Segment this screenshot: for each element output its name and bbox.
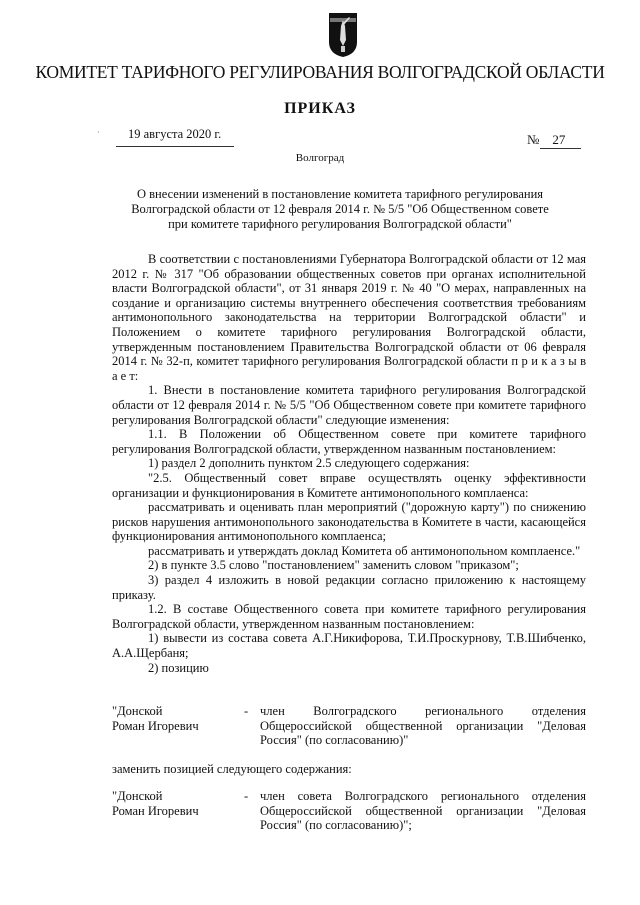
date-underline — [116, 146, 234, 147]
paragraph: В соответствии с постановлениями Губернатора Волгоградской области от 12 мая 2012 г. № 317 "Об образовании общественных советов при органах исполнительной власти Волгоградской области", от 31 января 2019 г. № 40 "О мерах, направленных на создание и организацию системы внутреннего обеспечения соответствия требованиям антимонопольного законодательства на территории Волгоградской области" и Положением о комитете тарифного регулирования Волгоградской области, утвержденным постановлением Правительства Волгоградской области от 06 февраля 2014 г. № 32-п, комитет тарифного регулирования Волгоградской области п р и к а з ы в а е т: — [112, 252, 586, 383]
scan-mark: · — [97, 128, 100, 137]
number-underline — [540, 148, 581, 149]
paragraph: 3) раздел 4 изложить в новой редакции согласно приложению к настоящему приказу. — [112, 573, 586, 602]
paragraph: 1. Внести в постановление комитета тарифного регулирования Волгоградской области от 12 февраля 2014 г. № 5/5 "Об Общественном совете при комитете тарифного регулирования Волгоградской области" следующие изменения: — [112, 383, 586, 427]
member-position-new — [112, 789, 586, 833]
paragraph: 1) раздел 2 дополнить пунктом 2.5 следующего содержания: — [148, 456, 470, 471]
member-name-line: Роман Игоревич — [112, 718, 199, 733]
paragraph: рассматривать и оценивать план мероприятий ("дорожную карту") по снижению рисков нарушения антимонопольного законодательства в Комитете в части, касающейся функционирования антимонопольного комплаенса; — [112, 500, 586, 544]
paragraph: 2) в пункте 3.5 слово "постановлением" заменить словом "приказом"; — [148, 558, 519, 573]
subject-line: Волгоградской области от 12 февраля 2014 г. № 5/5 "Об Общественном совете — [131, 202, 549, 216]
member-position-old — [112, 704, 586, 748]
document-type: ПРИКАЗ — [284, 100, 356, 117]
number-sign: № — [527, 132, 540, 147]
number-value: 27 — [552, 132, 566, 147]
dash: - — [244, 789, 249, 803]
order-subject — [120, 187, 560, 232]
replace-text: заменить позицией следующего содержания: — [112, 762, 352, 776]
paragraph: "2.5. Общественный совет вправе осуществлять оценку эффективности организации и функционирования в Комитете антимонопольного комплаенса: — [112, 470, 586, 500]
order-body — [112, 252, 586, 675]
paragraph: 1) вывести из состава совета А.Г.Никифорова, Т.И.Проскурнову, Т.В.Шибченко, А.А.Щербаня; — [112, 631, 586, 661]
city-emblem-icon — [328, 12, 358, 58]
subject-line: О внесении изменений в постановление комитета тарифного регулирования — [136, 187, 544, 201]
city: Волгоград — [295, 152, 345, 164]
subject-line: при комитете тарифного регулирования Волгоградской области" — [168, 217, 512, 231]
paragraph: 1.2. В составе Общественного совета при комитете тарифного регулирования Волгоградской области, утвержденном названным постановлением: — [112, 602, 586, 631]
member-name-line: "Донской — [112, 789, 163, 803]
committee-name: КОМИТЕТ ТАРИФНОГО РЕГУЛИРОВАНИЯ ВОЛГОГРАДСКОЙ ОБЛАСТИ — [35, 62, 605, 82]
member-name — [112, 704, 244, 748]
member-name — [112, 789, 244, 833]
member-role: член Волгоградского регионального отделения Общероссийской общественной организации "Деловая Россия" (по согласованию)" — [260, 704, 586, 748]
paragraph: 1.1. В Положении об Общественном совете при комитете тарифного регулирования Волгоградской области, утвержденном названным постановлением: — [112, 427, 586, 456]
member-role: член совета Волгоградского регионального отделения Общероссийской общественной организации "Деловая Россия" (по согласованию)"; — [260, 789, 586, 833]
member-name-line: Роман Игоревич — [112, 803, 199, 818]
member-name-line: "Донской — [112, 704, 163, 718]
order-number — [527, 132, 565, 148]
paragraph: 2) позицию — [148, 660, 209, 675]
order-date: 19 августа 2020 г. — [128, 127, 222, 141]
dash: - — [244, 704, 249, 718]
paragraph: рассматривать и утверждать доклад Комитета об антимонопольном комплаенсе." — [148, 543, 581, 558]
